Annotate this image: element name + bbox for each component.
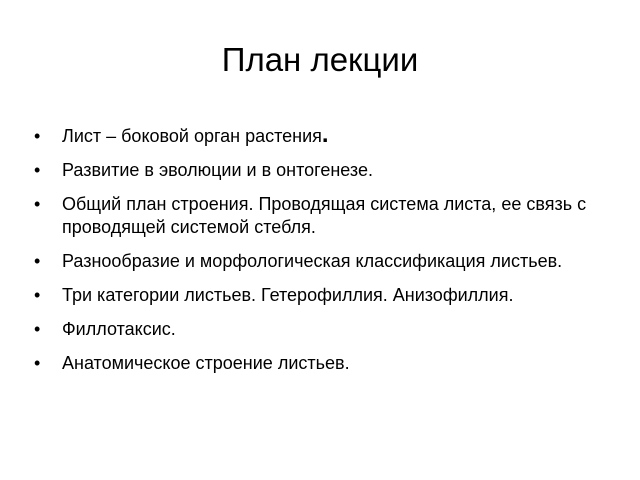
list-item	[30, 193, 610, 239]
bullet-icon: •	[34, 194, 41, 214]
list-item-suffix: .	[321, 121, 329, 148]
list-item-text: Анатомическое строение листьев.	[62, 353, 350, 373]
bullet-list	[30, 121, 610, 386]
list-item	[30, 159, 610, 182]
bullet-icon: •	[34, 126, 41, 146]
list-item-text: Развитие в эволюции и в онтогенезе.	[62, 160, 373, 180]
bullet-icon: •	[34, 319, 41, 339]
list-item	[30, 352, 610, 375]
list-item-text: Разнообразие и морфологическая классификация листьев.	[62, 251, 563, 271]
list-item-text: Филлотаксис.	[62, 319, 176, 339]
list-item-text: Лист – боковой орган растения	[62, 126, 322, 146]
bullet-icon: •	[34, 251, 41, 271]
bullet-icon: •	[34, 285, 41, 305]
list-item-text: Три категории листьев. Гетерофиллия. Анизофиллия.	[62, 285, 514, 305]
list-item	[30, 284, 610, 307]
slide-title: План лекции	[221, 41, 419, 78]
list-item	[30, 318, 610, 341]
list-item	[30, 121, 610, 148]
bullet-icon: •	[34, 160, 41, 180]
list-item	[30, 250, 610, 273]
list-item-text: Общий план строения. Проводящая система листа, ее связь с проводящей системой стебля.	[62, 194, 587, 237]
bullet-icon: •	[34, 353, 41, 373]
